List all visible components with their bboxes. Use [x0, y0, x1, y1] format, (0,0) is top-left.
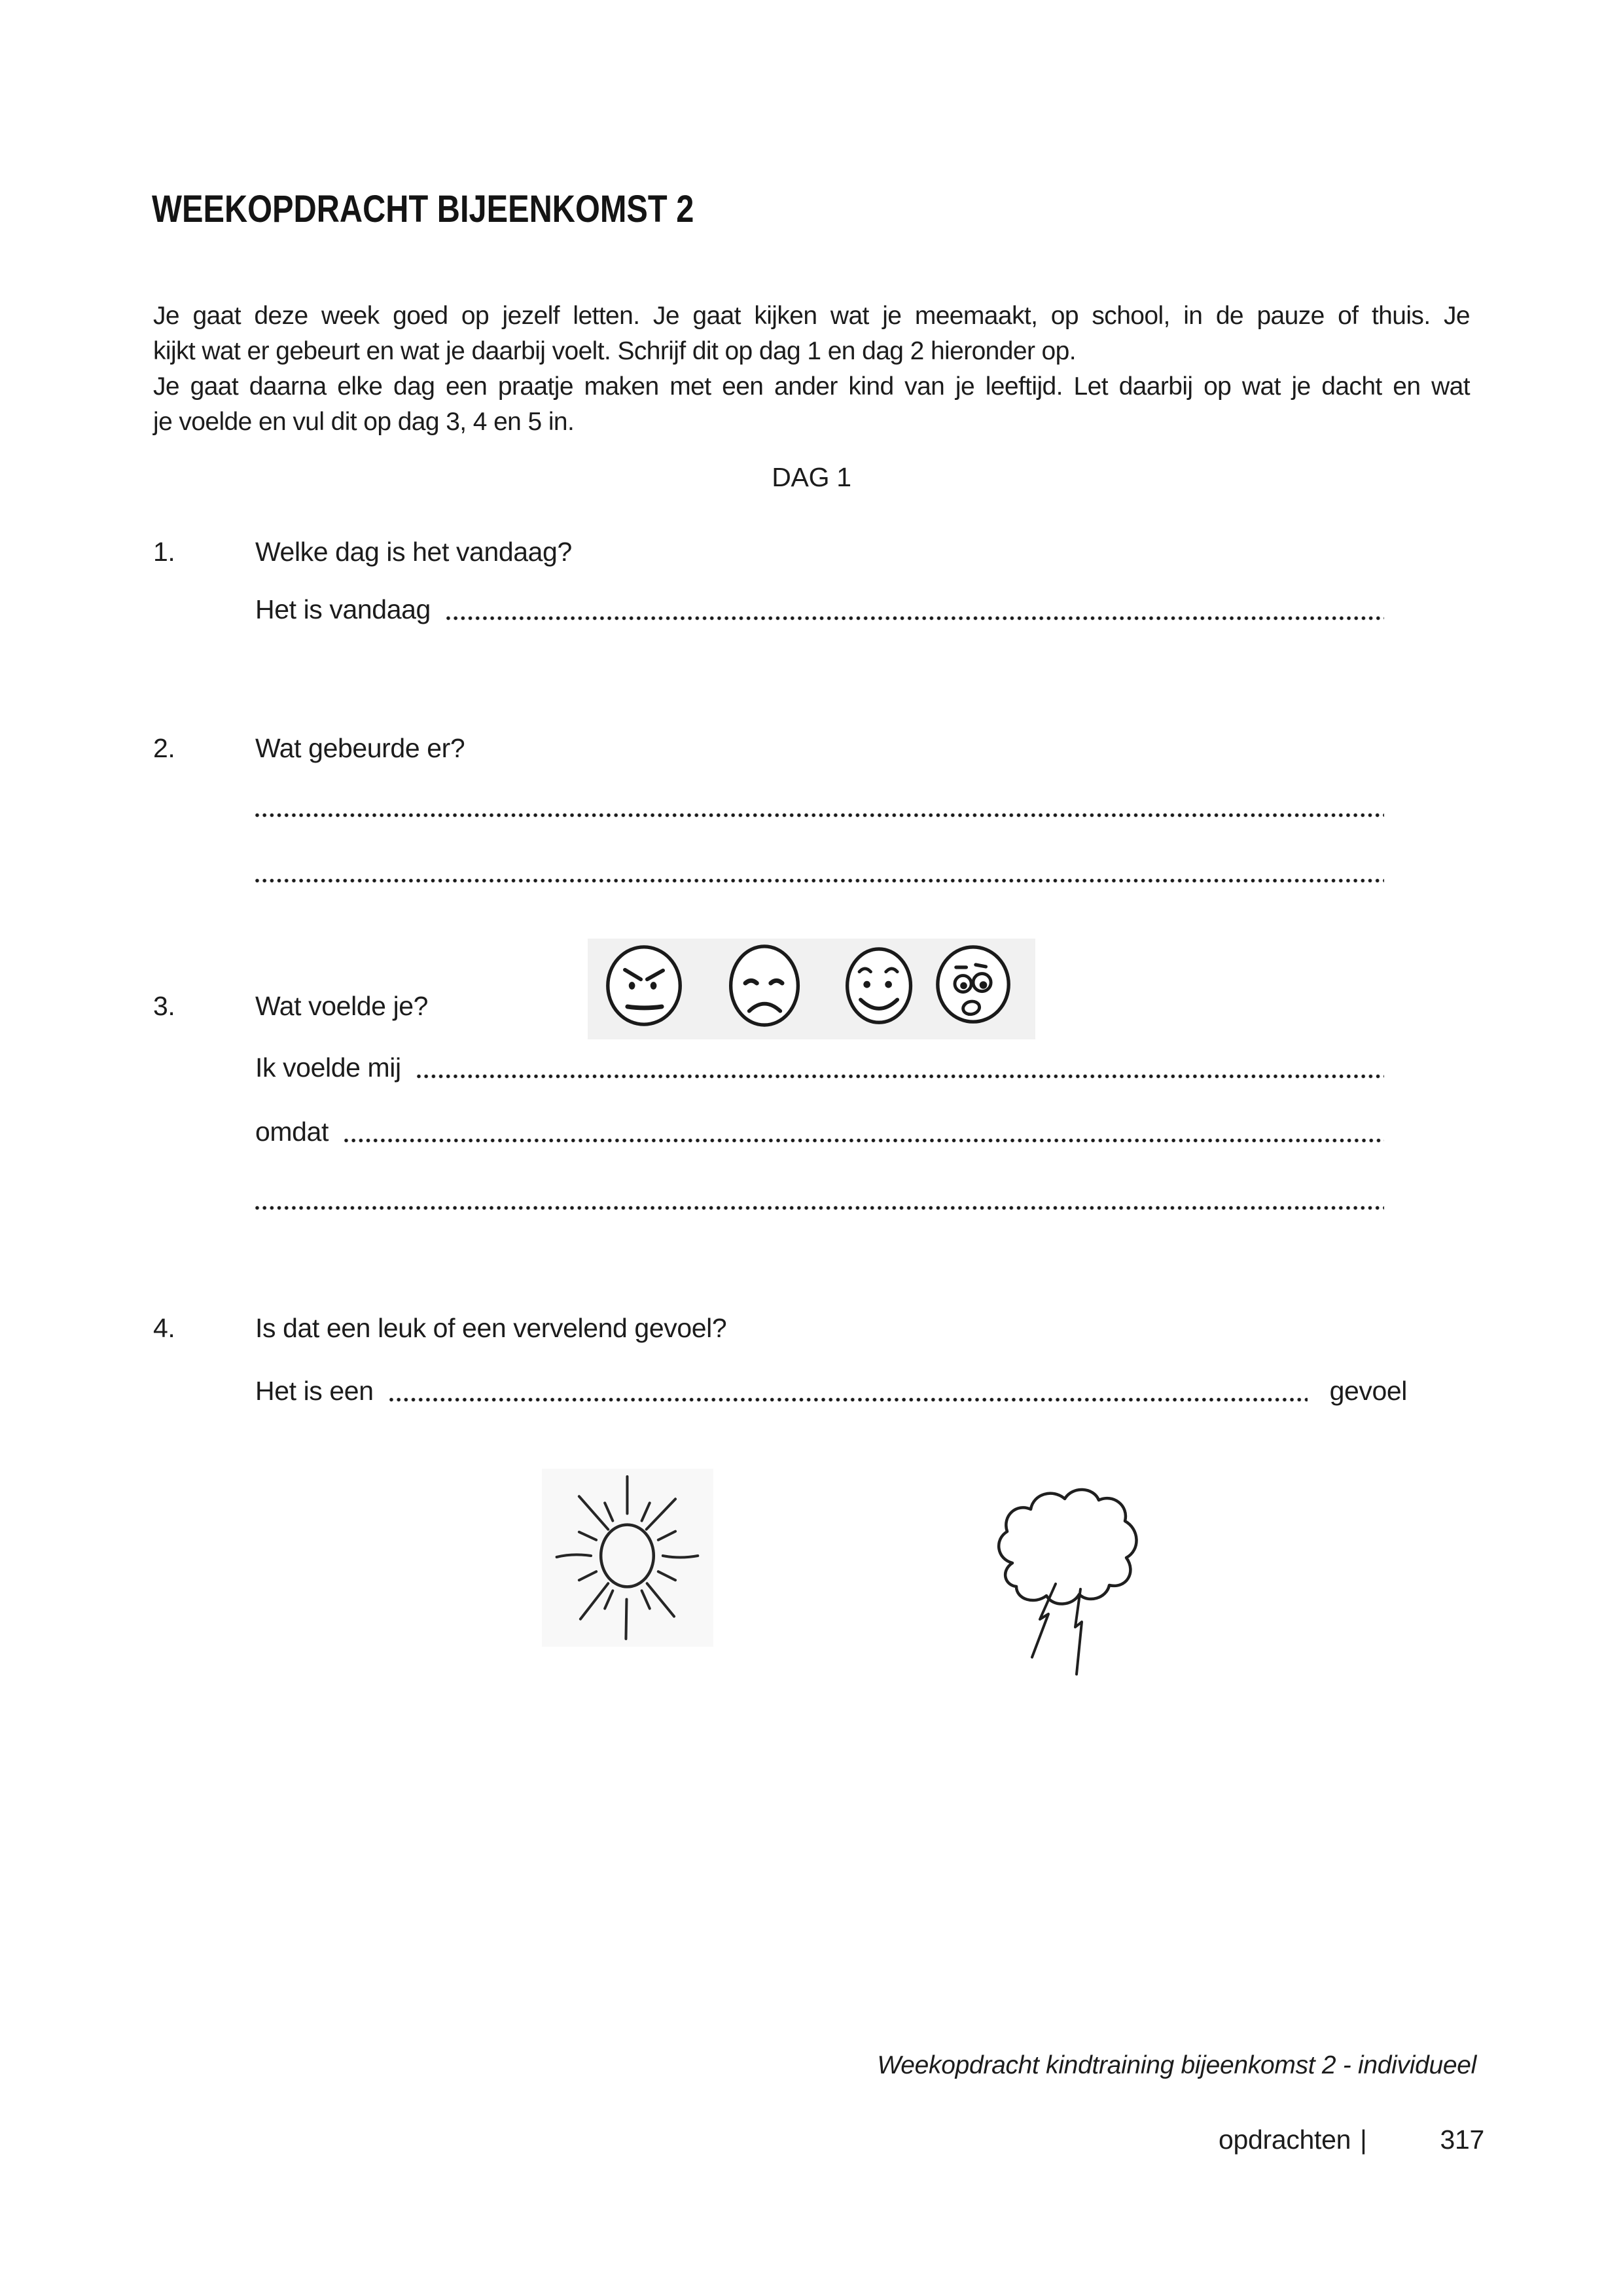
answer-field-q2-line-1[interactable]: [255, 812, 1384, 818]
answer-row-q1: [255, 592, 1384, 627]
question-4-text: Is dat een leuk of een vervelend gevoel?: [255, 1313, 727, 1343]
footer-page-row: [1113, 2125, 1484, 2155]
footer-divider: |: [1360, 2125, 1367, 2155]
question-3: [153, 988, 1470, 1024]
answer-q4-prefix: Het is een: [255, 1376, 374, 1406]
question-3-text: Wat voelde je?: [255, 991, 429, 1021]
answer-q3-reason-prefix: omdat: [255, 1117, 329, 1147]
answer-field-q3-reason[interactable]: [344, 1138, 1384, 1143]
answer-field-q1[interactable]: [446, 615, 1384, 621]
answer-field-q2-line-2[interactable]: [255, 878, 1384, 884]
question-2-number: 2.: [153, 733, 175, 763]
question-4: [153, 1310, 1470, 1346]
intro-line-4: je voelde en vul dit op dag 3, 4 en 5 in.: [153, 408, 575, 436]
storm-cloud-icon: [985, 1479, 1149, 1676]
question-2-text: Wat gebeurde er?: [255, 733, 465, 763]
question-3-number: 3.: [153, 991, 175, 1021]
question-1-number: 1.: [153, 537, 175, 567]
footer-source-line: Weekopdracht kindtraining bijeenkomst 2 - individueel: [877, 2051, 1476, 2079]
intro-line-3: Je gaat daarna elke dag een praatje maken met een ander kind van je leeftijd. Let daarbij op wat je dacht en wat: [153, 372, 1470, 401]
intro-paragraph: [153, 298, 1470, 440]
answer-q3-feeling-prefix: Ik voelde mij: [255, 1052, 401, 1083]
question-1-text: Welke dag is het vandaag?: [255, 537, 572, 567]
intro-line-1: Je gaat deze week goed op jezelf letten. Je gaat kijken wat je meemaakt, op school, in de pauze of thuis. Je: [153, 302, 1470, 330]
footer-section-label: opdrachten: [1218, 2125, 1351, 2155]
intro-line-2: kijkt wat er gebeurt en wat je daarbij voelt. Schrijf dit op dag 1 en dag 2 hieronder op.: [153, 337, 1076, 365]
answer-row-q4: [255, 1373, 1407, 1408]
question-2: [153, 730, 1470, 766]
answer-field-q3-feeling[interactable]: [417, 1073, 1384, 1079]
answer-q1-prefix: Het is vandaag: [255, 594, 431, 624]
page-number: 317: [1440, 2125, 1484, 2155]
question-4-number: 4.: [153, 1313, 175, 1343]
answer-q4-suffix: gevoel: [1329, 1376, 1407, 1406]
question-1: [153, 534, 1470, 569]
sun-icon: [552, 1473, 708, 1643]
page-title: WEEKOPDRACHT BIJEENKOMST 2: [152, 188, 694, 230]
answer-field-q3-extra-line[interactable]: [255, 1205, 1384, 1211]
answer-row-q3-reason: [255, 1114, 1384, 1149]
answer-field-q4[interactable]: [389, 1397, 1308, 1403]
day-heading: DAG 1: [772, 462, 851, 492]
answer-row-q3-feeling: [255, 1050, 1384, 1085]
